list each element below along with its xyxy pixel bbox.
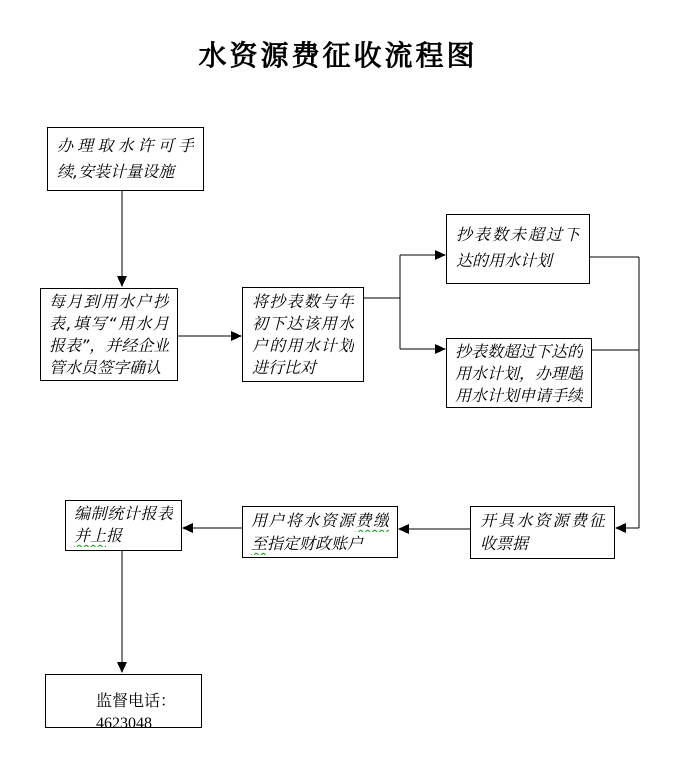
connector-notexceed-to-receipt (590, 257, 639, 533)
node-text-line: 每月到用水户抄 (49, 292, 169, 311)
node-text-segment: 用户将水资源 (251, 511, 356, 530)
node-text-line: 用水计划申请手续 (455, 386, 583, 405)
node-text-line: 进行比对 (252, 358, 317, 377)
spellcheck-flagged-text: 并上 (74, 526, 107, 545)
node-text-line: 编制统计报表 (74, 504, 173, 523)
node-text-line: 管水员签字确认 (49, 358, 162, 377)
node-supervision-hotline (45, 674, 202, 732)
arrow-reading-to-compare (178, 331, 242, 341)
node-text-line: 续,安装计量设施 (57, 162, 175, 181)
arrow-report-to-hotline (117, 551, 127, 673)
node-text-line: 抄表数超过下达的 (455, 342, 583, 361)
node-monthly-reading (40, 288, 178, 381)
connector-compare-branch (364, 250, 446, 354)
node-text-segment: 指定财政账户 (267, 534, 364, 553)
hotline-label: 监督电话： (96, 691, 177, 710)
node-text-line: 用水计划，办理超 (455, 364, 583, 383)
node-apply-permit (47, 127, 204, 191)
node-text-line: 表,填写“用水月 (49, 314, 169, 333)
node-compile-report (65, 500, 182, 551)
spellcheck-flagged-text: 至 (251, 534, 268, 553)
node-text-line: 户的用水计划 (252, 336, 354, 355)
arrow-receipt-to-pay (398, 524, 470, 534)
node-text-line: 开具水资源费征 (480, 511, 605, 530)
node-not-exceed-plan (446, 214, 590, 284)
spellcheck-flagged-text: 费缴 (355, 511, 389, 530)
node-text-line: 抄表数未超过下 (456, 225, 580, 244)
node-text-line: 将抄表数与年 (252, 292, 354, 311)
node-text-line: 办理取水许可手 (57, 136, 194, 155)
node-text-segment: 报 (106, 526, 123, 545)
node-text-line: 初下达该用水 (252, 314, 354, 333)
node-text-line (74, 525, 173, 547)
node-text-line (251, 532, 389, 555)
page-title: 水资源费征收流程图 (198, 39, 478, 72)
arrow-pay-to-report (182, 523, 242, 533)
node-issue-receipt (470, 506, 615, 559)
node-text-line: 报表”，并经企业 (49, 336, 169, 355)
node-text-line: 达的用水计划 (456, 251, 553, 270)
node-exceed-plan (446, 338, 592, 408)
node-text-line (251, 509, 389, 532)
node-compare-plan (242, 287, 364, 382)
node-text-line: 收票据 (480, 534, 529, 553)
hotline-number: 4623048 (96, 715, 152, 732)
node-pay-fee (242, 506, 398, 558)
arrow-permit-to-reading (117, 191, 127, 287)
